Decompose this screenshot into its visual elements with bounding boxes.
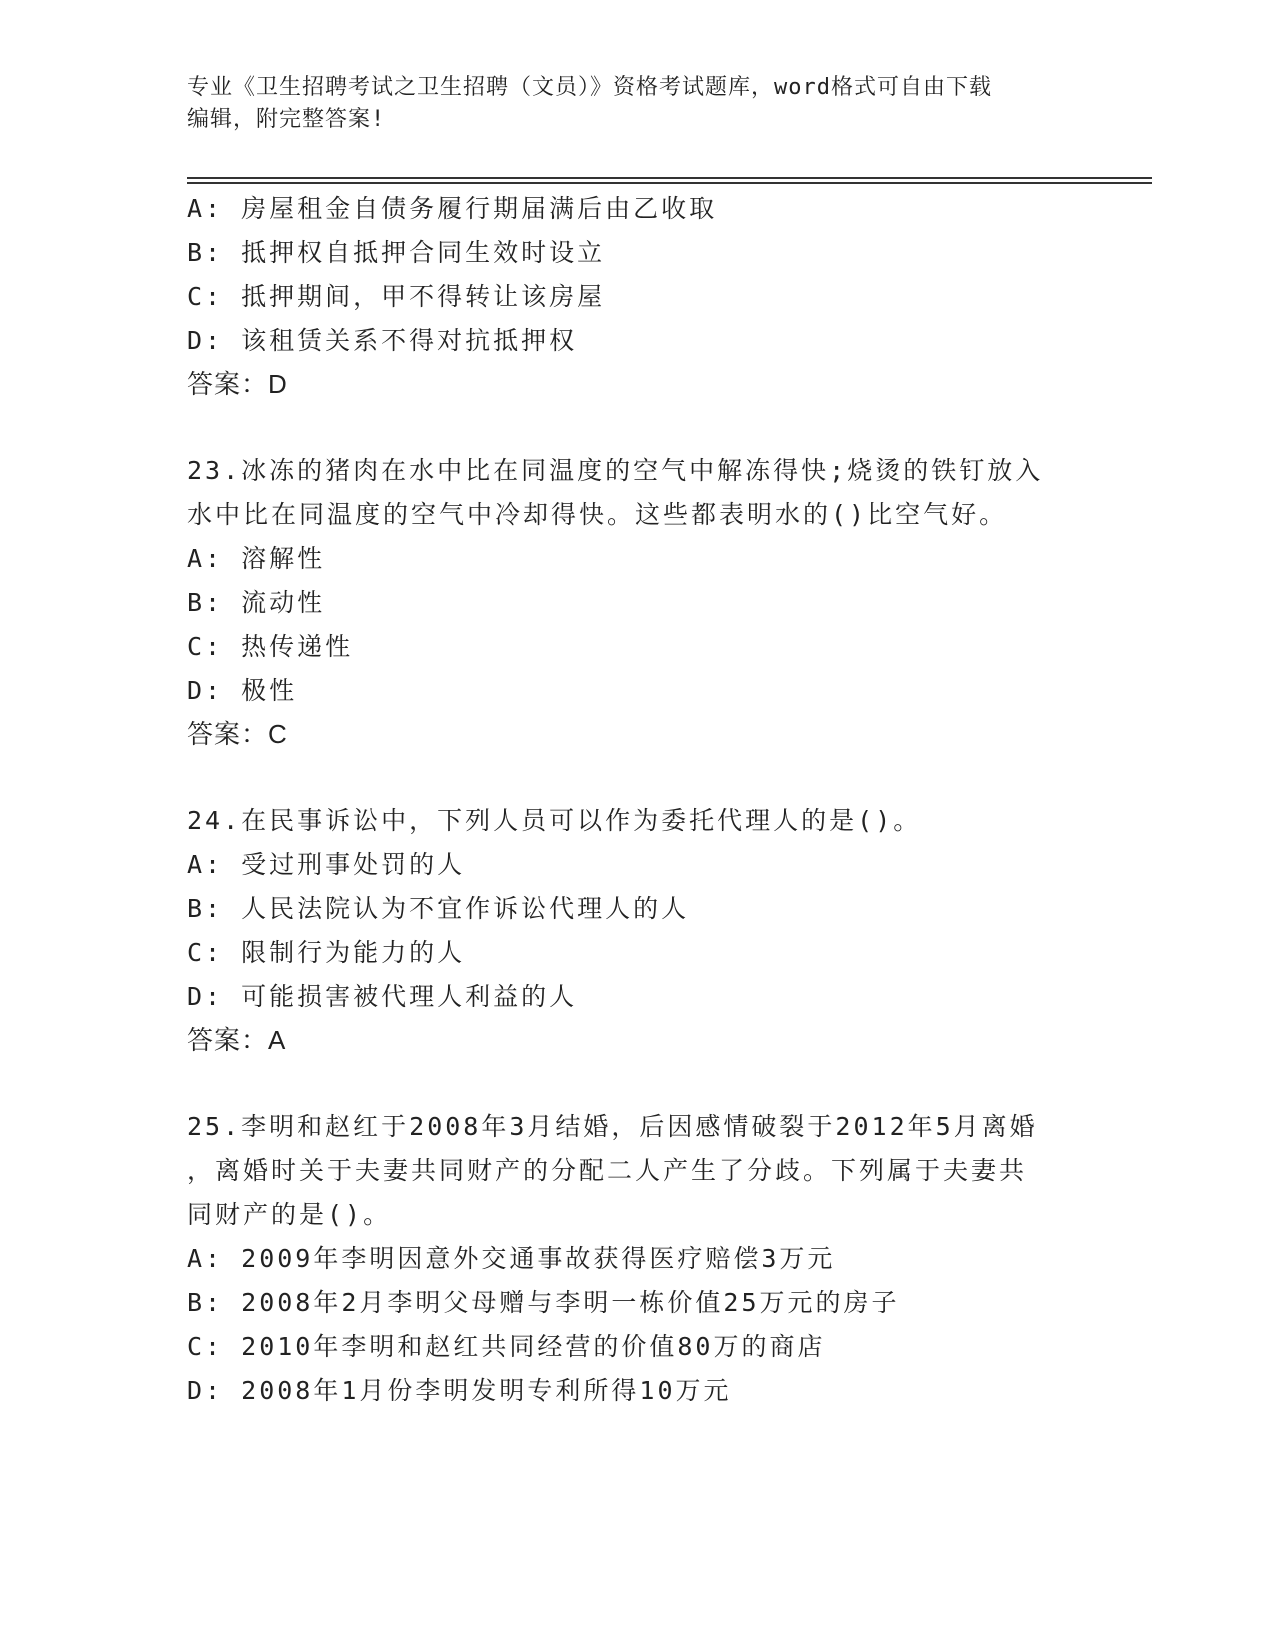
q23-option-b: B: 流动性 bbox=[187, 588, 326, 617]
q25-stem-line-3: 同财产的是()。 bbox=[187, 1200, 392, 1229]
q22-option-c: C: 抵押期间，甲不得转让该房屋 bbox=[187, 282, 606, 311]
q24-answer: 答案：A bbox=[187, 1025, 287, 1055]
q23-option-d: D: 极性 bbox=[187, 676, 298, 705]
q24-option-b: B: 人民法院认为不宜作诉讼代理人的人 bbox=[187, 894, 690, 923]
q25-option-c: C: 2010年李明和赵红共同经营的价值80万的商店 bbox=[187, 1332, 826, 1361]
q25-option-d: D: 2008年1月份李明发明专利所得10万元 bbox=[187, 1376, 732, 1405]
q23-stem-line-1: 23.冰冻的猪肉在水中比在同温度的空气中解冻得快;烧烫的铁钉放入 bbox=[187, 456, 1044, 485]
q24-option-a: A: 受过刑事处罚的人 bbox=[187, 850, 466, 879]
q22-option-d: D: 该租赁关系不得对抗抵押权 bbox=[187, 326, 578, 355]
q23-answer: 答案：C bbox=[187, 719, 288, 749]
q22-option-a: A: 房屋租金自债务履行期届满后由乙收取 bbox=[187, 194, 718, 223]
q25-stem-line-2: ，离婚时关于夫妻共同财产的分配二人产生了分歧。下列属于夫妻共 bbox=[187, 1156, 1028, 1185]
q24-option-c: C: 限制行为能力的人 bbox=[187, 938, 466, 967]
q23-stem-line-2: 水中比在同温度的空气中冷却得快。这些都表明水的()比空气好。 bbox=[187, 500, 1008, 529]
header-line-2: 编辑，附完整答案! bbox=[187, 107, 386, 132]
document-header bbox=[187, 72, 1087, 136]
q24-stem-line-1: 24.在民事诉讼中，下列人员可以作为委托代理人的是()。 bbox=[187, 806, 922, 835]
header-divider-bottom bbox=[187, 182, 1152, 184]
q22-option-b: B: 抵押权自抵押合同生效时设立 bbox=[187, 238, 606, 267]
q25-stem-line-1: 25.李明和赵红于2008年3月结婚，后因感情破裂于2012年5月离婚 bbox=[187, 1112, 1038, 1141]
q23-option-c: C: 热传递性 bbox=[187, 632, 354, 661]
q25-option-a: A: 2009年李明因意外交通事故获得医疗赔偿3万元 bbox=[187, 1244, 836, 1273]
header-line-1: 专业《卫生招聘考试之卫生招聘（文员）》资格考试题库，word格式可自由下载 bbox=[187, 75, 992, 100]
q24-option-d: D: 可能损害被代理人利益的人 bbox=[187, 982, 578, 1011]
q23-option-a: A: 溶解性 bbox=[187, 544, 326, 573]
q22-answer: 答案：D bbox=[187, 369, 288, 399]
q25-option-b: B: 2008年2月李明父母赠与李明一栋价值25万元的房子 bbox=[187, 1288, 900, 1317]
header-divider-top bbox=[187, 177, 1152, 179]
